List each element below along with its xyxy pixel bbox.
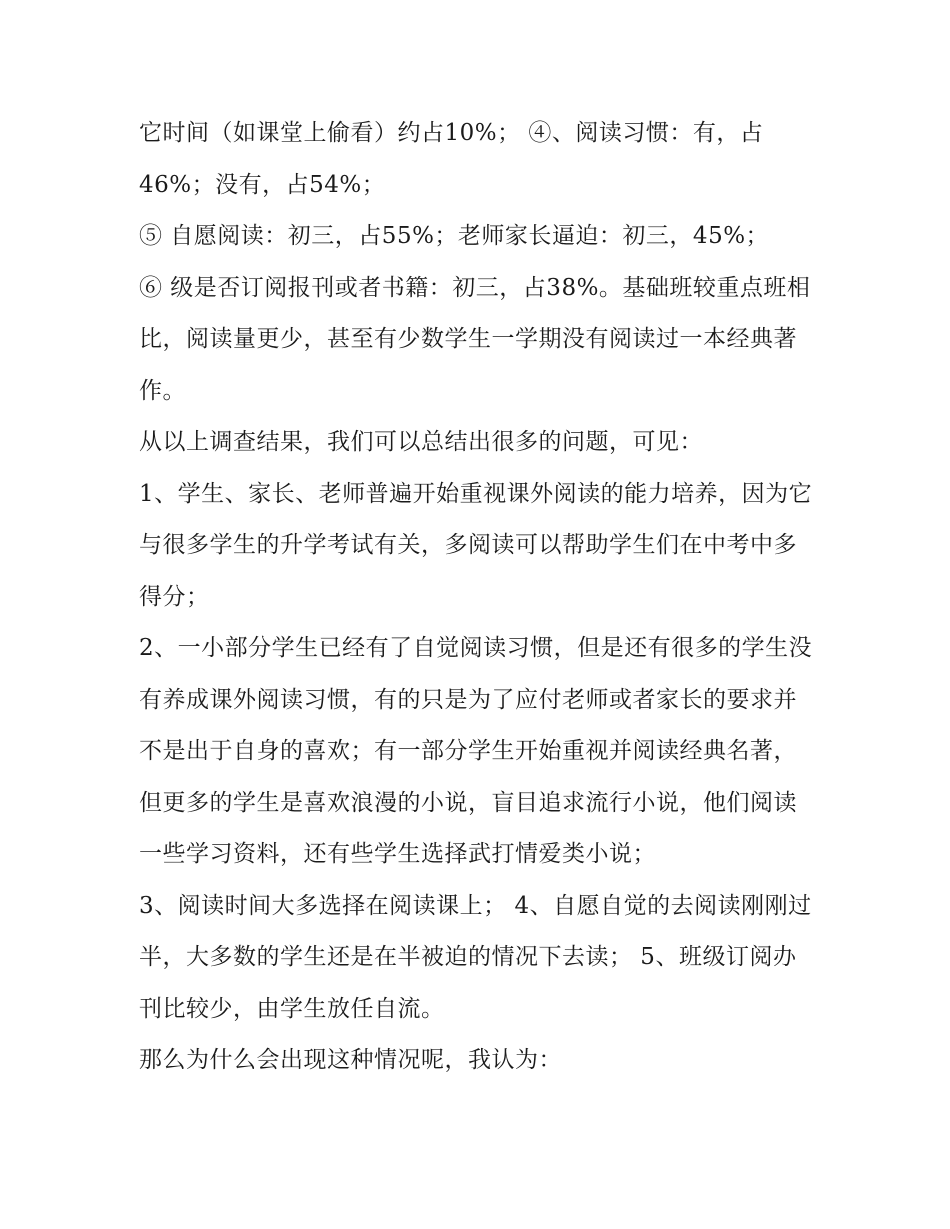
paragraph-question: 那么为什么会出现这种情况呢，我认为： — [139, 1047, 562, 1073]
paragraph-reading-habit: 它时间（如课堂上偷看）约占10%； ④、阅读习惯：有，占46%；没有，占54%； — [139, 120, 764, 198]
paragraph-point-1: 1、学生、家长、老师普遍开始重视课外阅读的能力培养，因为它与很多学生的升学考试有关，多阅读可以帮助学生们在中考中多得分； — [139, 480, 813, 610]
paragraph-voluntary-reading: ⑤ 自愿阅读：初三，占55%；老师家长逼迫：初三，45%； — [139, 223, 770, 249]
paragraph-subscription: ⑥ 级是否订阅报刊或者书籍：初三，占38%。基础班较重点班相比，阅读量更少，甚至有少数学生一学期没有阅读过一本经典著作。 — [139, 274, 811, 404]
paragraph-summary-intro: 从以上调查结果，我们可以总结出很多的问题，可见： — [139, 429, 703, 455]
paragraph-point-2: 2、一小部分学生已经有了自觉阅读习惯，但是还有很多的学生没有养成课外阅读习惯，有的只是为了应付老师或者家长的要求并不是出于自身的喜欢；有一部分学生开始重视并阅读经典名著，但更多的学生是喜欢浪漫的小说，盲目追求流行小说，他们阅读一些学习资料，还有些学生选择武打情爱类小说； — [139, 635, 813, 867]
paragraph-point-3: 3、阅读时间大多选择在阅读课上； 4、自愿自觉的去阅读刚刚过半，大多数的学生还是在半被迫的情况下去读； 5、班级订阅办刊比较少，由学生放任自流。 — [139, 892, 812, 1022]
document-body — [139, 108, 819, 1087]
